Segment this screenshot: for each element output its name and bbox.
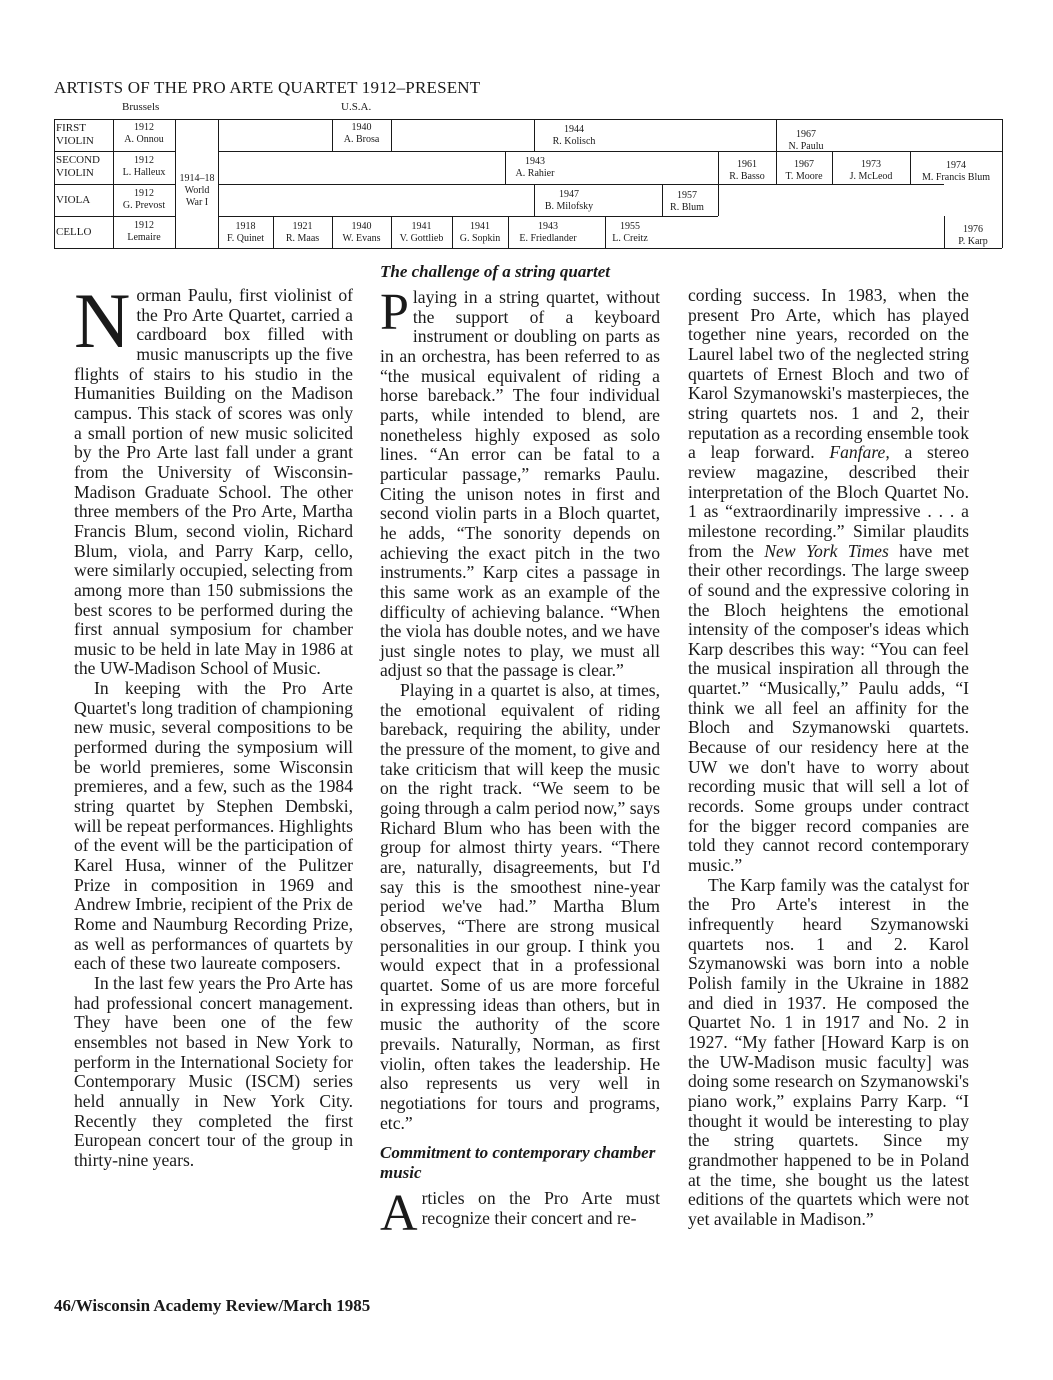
entry-name: G. Prevost <box>122 200 166 211</box>
entry-name: E. Friedlander <box>519 233 577 244</box>
entry-name: M. Francis Blum <box>921 172 991 183</box>
entry-name: F. Quinet <box>227 233 264 244</box>
brussels-label: Brussels <box>122 101 160 113</box>
paragraph: In keeping with the Pro Arte Quartet's long tradition of championing new music, several compositions to be performed during the symposium will be world premieres, some Wisconsin premieres, and a few, such as the 1984 string quartet by Stephen Dembski, will be repeat performances. Highlights of the event will be the participation of Karel Husa, winner of the Pulitzer Prize in composition in 1969 and Andrew Imbrie, recipient of the Prix de Rome and Naumburg Recording Prize, as well as performances of quartets by each of these two laureate composers. <box>74 678 353 974</box>
entry-year: 1912 <box>134 220 154 231</box>
row-label-viola: VIOLA <box>56 194 91 206</box>
entry-name: R. Maas <box>285 233 320 244</box>
entry-year: 1943 <box>525 156 545 167</box>
paragraph: orman Paulu, first violinist of the Pro Arte Quartet, carried a cardboard box filled with music manuscripts up the five flights of stairs to his studio in the Humanities Building on the Madison campus. This stack of scores was only a small portion of new music solicited by the Pro Arte last fall under a grant from the University of Wisconsin-Madison Graduate School. The other three members of the Pro Arte, Martha Francis Blum, second violin, Richard Blum, viola, and Parry Karp, cello, were similarly occupied, selecting from among more than 150 submissions the best scores to be performed during the first annual symposium for chamber music to be held in late May in 1986 at the UW-Madison School of Music. <box>74 285 353 679</box>
entry-name: R. Basso <box>729 171 765 182</box>
row-label-second-violin: SECOND VIOLIN <box>56 154 101 179</box>
entry-year: 1943 <box>538 221 558 232</box>
entry-year: 1947 <box>559 189 579 200</box>
entry-year: 1941 <box>411 221 432 232</box>
magazine-title: Fanfare, <box>829 442 890 463</box>
page-footer: 46/Wisconsin Academy Review/March 1985 <box>54 1296 371 1315</box>
entry-year: 1921 <box>292 221 313 232</box>
paragraph: In the last few years the Pro Arte has had professional concert management. They have been one of the few ensembles not based in New York to perform in the International Society for Contemporary Music (ISCM) series held annually in New York City. Recently they completed the first European concert tour of the group in thirty-nine years. <box>74 972 353 1170</box>
entry-year: 1955 <box>620 221 640 232</box>
entry-name: B. Milofsky <box>544 201 594 212</box>
entry-name: W. Evans <box>342 233 381 244</box>
paragraph: The Karp family was the catalyst for the Pro Arte's interest in the infrequently heard Szymanowski quartets nos. 1 and 2. Karol Szymanowski was born into a noble Polish family in the Ukraine in 1882 and died in 1937. He composed the Quartet No. 1 in 1917 and No. 2 in 1927. “My father [Howard Karp is on the UW-Madison music faculty] was doing some research on Szymanowski's piano work,” explains Parry Karp. “I thought it would be interesting to play the string quartets. Since my grandmother happened to be in Poland at the time, she bought us the latest editions of the quartets which were not yet available in Madison.” <box>688 874 969 1229</box>
section-heading: Commitment to contemporary chamber music <box>380 1143 656 1183</box>
entry-name: T. Moore <box>785 171 823 182</box>
entry-name: A. Rahier <box>515 168 555 179</box>
article-column-3 <box>688 286 969 1230</box>
war-label: World War I <box>184 185 210 208</box>
entry-name: L. Halleux <box>122 167 166 178</box>
entry-year: 1973 <box>861 159 881 170</box>
drop-cap-n: N <box>74 277 131 364</box>
entry-year: 1912 <box>134 188 154 199</box>
entry-year: 1974 <box>946 160 966 171</box>
entry-name: R. Kolisch <box>552 136 596 147</box>
drop-cap-a: A <box>380 1185 418 1243</box>
entry-year: 1944 <box>564 124 584 135</box>
entry-year: 1912 <box>134 122 154 133</box>
entry-year: 1957 <box>677 190 697 201</box>
usa-label: U.S.A. <box>341 101 372 113</box>
entry-name: N. Paulu <box>788 141 824 152</box>
newspaper-title: New York Times <box>764 540 889 561</box>
article-column-1 <box>74 277 353 1171</box>
entry-year: 1967 <box>794 159 814 170</box>
entry-year: 1967 <box>796 129 816 140</box>
entry-name: A. Onnou <box>124 134 164 145</box>
paragraph: rticles on the Pro Arte must recognize their concert and re- <box>421 1188 660 1228</box>
paragraph: Playing in a quartet is also, at times, the emotional equivalent of riding bareback, requiring the ability, under the pressure of the moment, to give and take criticism that will keep the music on the right track. “We seem to be going through a calm period now,” says Richard Blum who has been with the group for almost thirty years. “There are, naturally, disagreements, but I'd say this is the smoothest nine-year period we've had.” Martha Blum observes, “There are strong musical personalities in our group. I think you would expect that in a professional quartet. Some of us are more forceful in expressing ideas than others, but in music the authority of the score prevails. Naturally, Norman, as first violin, often takes the leadership. He also represents us very well in negotiations for tours and programs, etc.” <box>380 680 660 1133</box>
entry-year: 1918 <box>235 221 256 232</box>
entry-name: P. Karp <box>958 236 988 247</box>
section-heading: The challenge of a string quartet <box>380 262 610 281</box>
entry-year: 1976 <box>963 224 983 235</box>
paragraph: laying in a string quartet, without the support of a keyboard instrument or doubling on parts as in an orchestra, has been referred to as “the musical equivalent of riding a horse bareback.” The four individual parts, while intended to blend, are nonetheless highly exposed as solo lines. “An error can be fatal to a particular passage,” remarks Paulu. Citing the unison notes in first and second violin parts in a Bloch quartet, he adds, “The sonority depends on achieving the exact pitch in the two instruments.” Karp cites a passage in this same work as an example of the difficulty of achieving balance. “When the viola has double notes, and we have just single notes to play, we must all adjust so that the passage is clear.” <box>380 287 660 681</box>
chart-title: ARTISTS OF THE PRO ARTE QUARTET 1912–PRESENT <box>54 78 481 97</box>
entry-name: Lemaire <box>127 232 161 243</box>
row-label-cello: CELLO <box>56 226 92 238</box>
article-column-2 <box>380 262 660 1243</box>
entry-name: R. Blum <box>670 202 704 213</box>
entry-year: 1912 <box>134 155 154 166</box>
entry-year: 1940 <box>351 122 372 133</box>
entry-name: J. McLeod <box>849 171 893 182</box>
entry-year: 1940 <box>351 221 372 232</box>
entry-name: A. Brosa <box>343 134 380 145</box>
entry-name: V. Gottlieb <box>399 233 444 244</box>
paragraph: cording success. In 1983, when the present Pro Arte, which has played together nine years, recorded on the Laurel label two of the neglected string quartets of Ernest Bloch and two of Karol Szymanowski's masterpieces, the string quartets nos. 1 and 2, their reputation as a recording ensemble took a leap forward. Fanfare, a stereo review magazine, described their interpretation of the Bloch Quartet No. 1 as “extraordinarily impressive . . . a milestone recording.” Similar plaudits from the New York Times have met their other recordings. The large sweep of sound and the expressive coloring in the Bloch heightens the emotional intensity of the composer's ideas which Karp describes this way: “You can feel the musical inspiration all through the quartet.” “Musically,” Paulu adds, “I think we all feel an affinity for the Bloch and Szymanowski quartets. Because of our residency here at the UW we don't have to worry about recording music that will sell a lot of records. Some groups under contract for the bigger record companies are told they cannot record contemporary music.” <box>688 285 969 876</box>
row-label-first-violin: FIRST VIOLIN <box>56 122 94 147</box>
entry-year: 1941 <box>470 221 490 232</box>
entry-year: 1961 <box>737 159 757 170</box>
entry-name: G. Sopkin <box>459 233 501 244</box>
entry-name: L. Creitz <box>612 233 648 244</box>
war-years: 1914–18 <box>179 173 215 184</box>
drop-cap-p: P <box>380 284 409 341</box>
